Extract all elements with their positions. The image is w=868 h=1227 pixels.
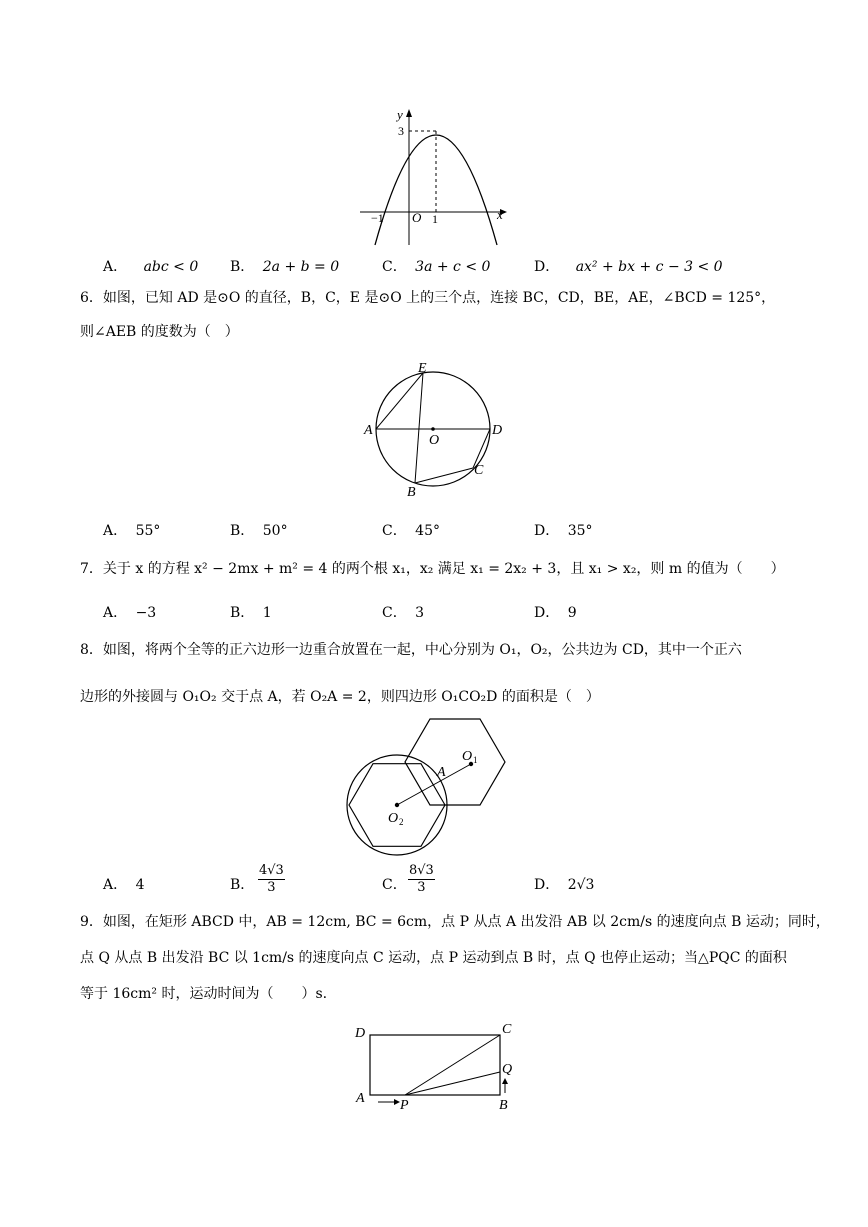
q7-option-d xyxy=(534,602,577,622)
option-text: ax² + bx + c − 3 < 0 xyxy=(575,259,723,275)
q8-stem-line2: 边形的外接圆与 O₁O₂ 交于点 A，若 O₂A = 2，则四边形 O₁CO₂D 的面积是（ ） xyxy=(80,689,600,705)
option-text: 2a + b = 0 xyxy=(262,259,340,275)
fraction-denominator: 3 xyxy=(267,880,276,895)
q9-stem-line2: 点 Q 从点 B 出发沿 BC 以 1cm/s 的速度向点 C 运动，点 P 运动到点 B 时，点 Q 也停止运动；当△PQC 的面积 xyxy=(80,950,787,966)
q7-option-c xyxy=(382,602,424,622)
label-a: A xyxy=(437,765,446,780)
option-text: abc < 0 xyxy=(143,259,199,275)
q8-option-c xyxy=(382,874,407,894)
option-letter: A． xyxy=(103,523,128,539)
q5-option-b xyxy=(230,256,339,276)
fraction-numerator: 4√3 xyxy=(259,863,284,878)
option-letter: D． xyxy=(534,605,560,621)
option-text: 3a + c < 0 xyxy=(415,259,491,275)
q5-option-c xyxy=(382,256,490,276)
q8-stem-line1: 8．如图，将两个全等的正六边形一边重合放置在一起，中心分别为 O₁，O₂，公共边为 CD，其中一个正六 xyxy=(80,642,742,658)
parabola-graph xyxy=(355,105,515,250)
origin-label: O xyxy=(412,210,422,225)
q7-option-a xyxy=(103,602,156,622)
tick-neg1: −1 xyxy=(371,211,384,225)
option-letter: D． xyxy=(534,877,560,893)
q8-option-d xyxy=(534,874,594,894)
q6-stem-line1: 6．如图，已知 AD 是⊙O 的直径，B，C，E 是⊙O 上的三个点，连接 BC，CD，BE，AE，∠BCD = 125°， xyxy=(80,290,776,306)
option-letter: D． xyxy=(534,523,560,539)
rectangle-abcd xyxy=(370,1035,500,1095)
q6-option-d xyxy=(534,520,593,540)
label-d: D xyxy=(492,423,503,438)
q8-option-a xyxy=(103,874,145,894)
label-b: B xyxy=(499,1098,508,1113)
dot-o2 xyxy=(395,803,399,807)
fraction-numerator: 8√3 xyxy=(409,863,434,878)
option-letter: B． xyxy=(230,877,255,893)
option-text: 35° xyxy=(567,523,593,539)
option-letter: B． xyxy=(230,259,255,275)
q9-stem-line3: 等于 16cm² 时，运动时间为（ ）s. xyxy=(80,986,328,1002)
q9-stem-line1: 9．如图，在矩形 ABCD 中，AB = 12cm, BC = 6cm，点 P 从点 A 出发沿 AB 以 2cm/s 的速度向点 B 运动；同时， xyxy=(80,914,830,930)
option-text: −3 xyxy=(135,605,157,621)
option-text: 1 xyxy=(262,605,272,621)
option-letter: B． xyxy=(230,523,255,539)
q6-option-a xyxy=(103,520,160,540)
option-text: 2√3 xyxy=(567,877,595,893)
label-c: C xyxy=(474,463,484,478)
q5-option-d xyxy=(534,256,723,276)
x-axis-label: x xyxy=(497,207,503,222)
option-letter: A． xyxy=(103,259,128,275)
y-axis-arrow xyxy=(406,109,412,117)
q7-option-b xyxy=(230,602,272,622)
option-letter: C． xyxy=(382,523,407,539)
option-letter: B． xyxy=(230,605,255,621)
label-a: A xyxy=(356,1091,365,1106)
option-letter: C． xyxy=(382,605,407,621)
segment-o1o2 xyxy=(397,764,471,805)
option-text: 45° xyxy=(415,523,440,539)
label-b: B xyxy=(407,485,416,500)
label-o2-subscript: 2 xyxy=(399,817,404,827)
label-e: E xyxy=(418,361,427,376)
label-o1-subscript: 1 xyxy=(473,755,478,765)
label-o: O xyxy=(429,433,440,448)
option-text: 9 xyxy=(567,605,577,621)
q5-option-a xyxy=(103,256,198,276)
q8-option-c-fraction xyxy=(408,863,435,896)
label-q: Q xyxy=(502,1062,513,1077)
option-letter: A． xyxy=(103,877,128,893)
q8-option-b xyxy=(230,874,254,894)
rectangle-figure xyxy=(350,1015,530,1115)
circle-figure xyxy=(360,358,510,498)
q6-option-b xyxy=(230,520,288,540)
center-dot xyxy=(431,427,435,431)
label-o2: O xyxy=(388,811,399,826)
label-d: D xyxy=(355,1026,366,1041)
option-letter: D． xyxy=(534,259,560,275)
option-text: 55° xyxy=(135,523,161,539)
y-axis-label: y xyxy=(397,107,403,122)
label-p: P xyxy=(400,1098,409,1113)
option-text: 50° xyxy=(262,523,288,539)
hexagon-figure xyxy=(340,718,530,863)
q7-stem: 7．关于 x 的方程 x² − 2mx + m² = 4 的两个根 x₁，x₂ 满足 x₁ = 2x₂ + 3，且 x₁ > x₂，则 m 的值为（ ） xyxy=(80,561,785,577)
tick-3: 3 xyxy=(398,124,404,138)
segment-bc xyxy=(415,468,473,483)
label-c: C xyxy=(502,1022,512,1037)
option-text: 4 xyxy=(135,877,145,893)
q6-option-c xyxy=(382,520,440,540)
option-letter: C． xyxy=(382,259,407,275)
q8-option-b-fraction xyxy=(258,863,285,896)
label-o1: O xyxy=(462,749,473,764)
option-letter: A． xyxy=(103,605,128,621)
option-letter: C． xyxy=(382,877,407,893)
label-a: A xyxy=(364,423,373,438)
segment-pc xyxy=(405,1035,500,1095)
q6-stem-line2: 则∠AEB 的度数为（ ） xyxy=(80,324,239,340)
option-text: 3 xyxy=(415,605,425,621)
segment-pq xyxy=(405,1072,500,1095)
segment-eb xyxy=(415,373,423,483)
arrow-q-head xyxy=(502,1078,508,1084)
fraction-denominator: 3 xyxy=(417,880,426,895)
tick-1: 1 xyxy=(432,212,438,226)
